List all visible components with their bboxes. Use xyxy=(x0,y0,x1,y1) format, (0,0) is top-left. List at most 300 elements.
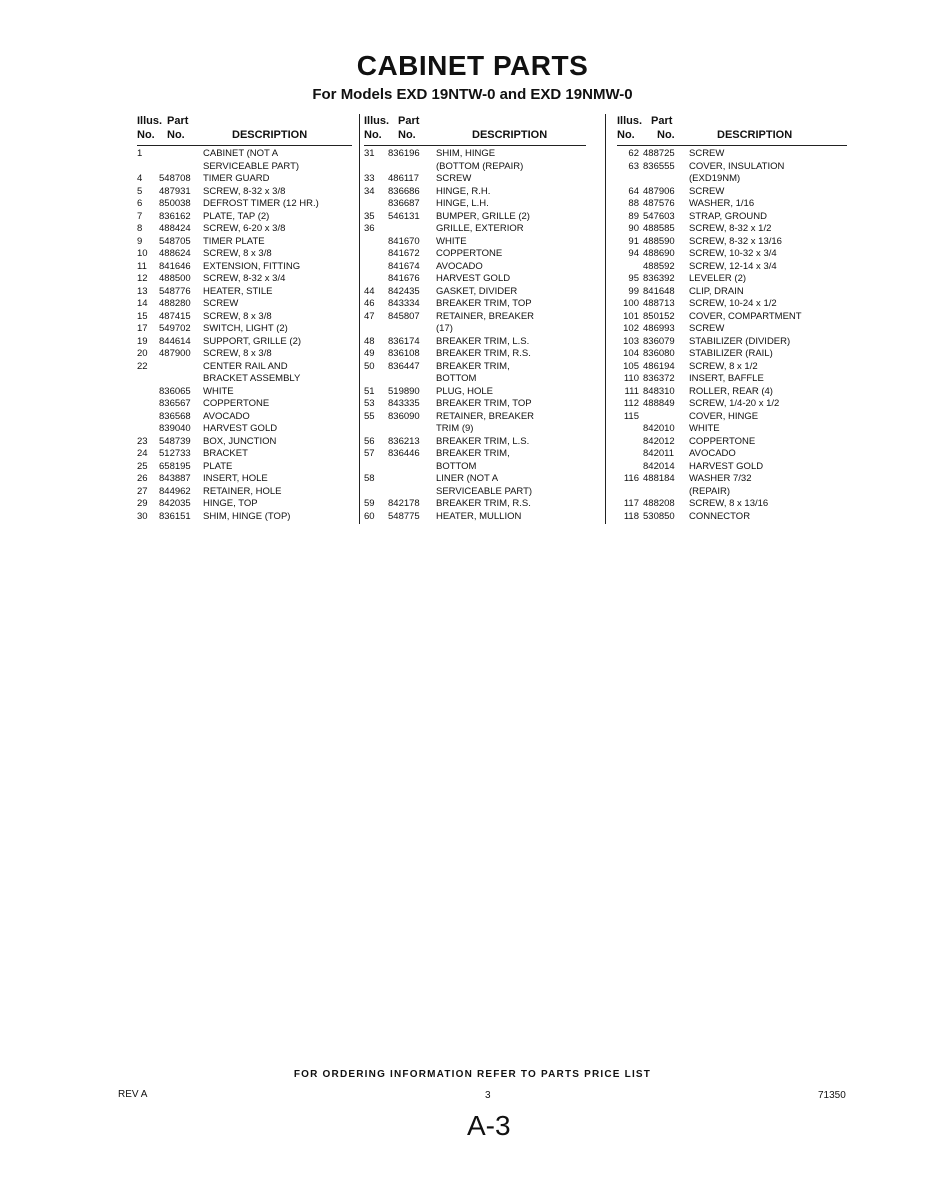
part-description: SERVICEABLE PART) xyxy=(203,160,300,172)
illus-number: 51 xyxy=(364,385,375,397)
page-subtitle: For Models EXD 19NTW-0 and EXD 19NMW-0 xyxy=(312,86,633,103)
part-number xyxy=(388,223,436,236)
illus-number: 50 xyxy=(364,360,375,372)
parts-row xyxy=(364,323,586,336)
header-description: DESCRIPTION xyxy=(472,129,548,141)
part-number xyxy=(159,373,203,386)
part-number xyxy=(388,161,436,174)
document-number: 71350 xyxy=(818,1090,846,1101)
parts-row xyxy=(137,423,352,436)
part-number: 836151 xyxy=(159,510,191,522)
part-description: SCREW, 10-24 x 1/2 xyxy=(689,298,777,309)
illus-number: 116 xyxy=(623,473,639,484)
parts-row xyxy=(617,336,847,349)
part-number: 841672 xyxy=(388,248,420,259)
part-description: SCREW, 1/4-20 x 1/2 xyxy=(689,398,780,409)
illus-number: 30 xyxy=(137,510,148,522)
parts-row xyxy=(364,336,586,349)
part-description: LINER (NOT A xyxy=(436,473,499,484)
part-description: PLATE, TAP (2) xyxy=(203,210,270,222)
illus-number xyxy=(364,236,388,249)
parts-row xyxy=(137,386,352,399)
header-illus: Illus. xyxy=(137,115,163,127)
page-title: CABINET PARTS xyxy=(356,50,589,81)
part-description: COPPERTONE xyxy=(436,248,503,259)
part-number: 519890 xyxy=(388,385,420,397)
part-number: 546131 xyxy=(388,210,420,222)
parts-row xyxy=(137,286,352,299)
illus-number: 62 xyxy=(628,148,639,159)
part-number: 548708 xyxy=(159,173,191,184)
part-description: SCREW, 8-32 x 1/2 xyxy=(689,223,772,234)
part-number: 843887 xyxy=(159,473,191,484)
part-number: 488713 xyxy=(643,298,675,309)
parts-row xyxy=(137,498,352,511)
part-number: 839040 xyxy=(159,423,191,434)
part-description: HEATER, STILE xyxy=(203,285,273,297)
part-description: SCREW xyxy=(689,185,725,197)
header-illus: Illus. xyxy=(617,115,643,127)
part-description: HEATER, MULLION xyxy=(436,510,522,522)
parts-row xyxy=(617,398,847,411)
part-number: 843335 xyxy=(388,398,420,409)
parts-row xyxy=(617,173,847,186)
header-no: No. xyxy=(167,129,185,141)
part-number xyxy=(159,148,203,161)
part-number: 844614 xyxy=(159,335,191,347)
parts-row xyxy=(137,373,352,386)
header-description: DESCRIPTION xyxy=(717,129,793,141)
parts-row xyxy=(364,511,586,524)
illus-number: 118 xyxy=(623,510,639,522)
illus-number xyxy=(617,261,643,274)
illus-number xyxy=(364,248,388,261)
illus-number: 100 xyxy=(623,298,639,309)
part-number xyxy=(388,423,436,436)
part-number: 488849 xyxy=(643,398,675,409)
illus-number: 95 xyxy=(628,273,639,284)
part-number: 836196 xyxy=(388,148,420,159)
part-description: COPPERTONE xyxy=(689,435,756,447)
part-description: SCREW, 8-32 x 3/4 xyxy=(203,273,286,284)
part-number: 836080 xyxy=(643,348,675,359)
illus-number: 19 xyxy=(137,335,148,347)
part-number: 488424 xyxy=(159,223,191,234)
illus-number: 7 xyxy=(137,210,143,222)
part-number xyxy=(388,486,436,499)
ordering-info-footer: FOR ORDERING INFORMATION REFER TO PARTS PRICE LIST xyxy=(293,1069,652,1080)
part-number: 836162 xyxy=(159,210,191,222)
illus-number: 105 xyxy=(623,360,639,372)
parts-row xyxy=(137,161,352,174)
part-description: COVER, HINGE xyxy=(689,410,759,422)
illus-number xyxy=(364,273,388,286)
part-number: 836686 xyxy=(388,185,420,197)
parts-column-2 xyxy=(364,115,586,523)
part-description: AVOCADO xyxy=(689,448,736,459)
header-no: No. xyxy=(398,129,416,141)
part-number: 842435 xyxy=(388,285,420,297)
illus-number: 11 xyxy=(137,260,147,272)
illus-number: 60 xyxy=(364,510,375,522)
parts-row xyxy=(364,248,586,261)
part-description: BREAKER TRIM, R.S. xyxy=(436,498,531,509)
part-number: 488280 xyxy=(159,298,191,309)
illus-number: 112 xyxy=(623,398,639,409)
parts-row xyxy=(364,423,586,436)
illus-number: 94 xyxy=(628,248,639,259)
part-description: WHITE xyxy=(203,385,234,397)
parts-row xyxy=(364,411,586,424)
parts-row xyxy=(364,398,586,411)
illus-number: 5 xyxy=(137,185,143,197)
part-description: BOTTOM xyxy=(436,460,477,472)
part-description: BREAKER TRIM, L.S. xyxy=(436,335,530,347)
illus-number: 1 xyxy=(137,148,143,159)
part-number: 842178 xyxy=(388,498,420,509)
column-divider xyxy=(359,114,360,524)
parts-row xyxy=(137,448,352,461)
sheet-label: A-3 xyxy=(467,1110,511,1141)
parts-row xyxy=(617,223,847,236)
parts-row xyxy=(137,173,352,186)
part-description: HARVEST GOLD xyxy=(203,423,278,434)
part-description: RETAINER, HOLE xyxy=(203,485,282,497)
part-number xyxy=(388,461,436,474)
part-description: SCREW, 8-32 x 3/8 xyxy=(203,185,286,197)
parts-row xyxy=(617,236,847,249)
illus-number xyxy=(617,173,643,186)
parts-column-1 xyxy=(137,115,352,523)
illus-number: 90 xyxy=(628,223,639,234)
parts-row xyxy=(364,311,586,324)
part-description: SERVICEABLE PART) xyxy=(436,485,533,497)
part-description: PLATE xyxy=(203,460,233,472)
part-number: 836392 xyxy=(643,273,675,284)
illus-number: 99 xyxy=(628,285,639,297)
part-number: 836213 xyxy=(388,435,420,447)
illus-number: 26 xyxy=(137,473,148,484)
part-number: 842014 xyxy=(643,460,675,472)
illus-number: 8 xyxy=(137,223,143,234)
part-number: 836079 xyxy=(643,335,675,347)
header-rule xyxy=(137,145,352,146)
illus-number xyxy=(137,373,159,386)
parts-row xyxy=(617,486,847,499)
part-description: LEVELER (2) xyxy=(689,273,747,284)
part-number: 842035 xyxy=(159,498,191,509)
column-header xyxy=(617,115,847,145)
part-description: SCREW, 8 x 3/8 xyxy=(203,310,272,322)
parts-row xyxy=(364,298,586,311)
part-number: 486993 xyxy=(643,323,675,334)
illus-number xyxy=(137,386,159,399)
illus-number: 49 xyxy=(364,348,375,359)
parts-row xyxy=(617,423,847,436)
part-number: 487576 xyxy=(643,198,675,209)
part-description: BUMPER, GRILLE (2) xyxy=(436,210,530,222)
part-number: 488725 xyxy=(643,148,675,159)
part-number xyxy=(388,373,436,386)
part-number xyxy=(643,173,689,186)
parts-row xyxy=(617,148,847,161)
illus-number xyxy=(137,161,159,174)
illus-number xyxy=(364,261,388,274)
part-description: RETAINER, BREAKER xyxy=(436,310,535,322)
parts-row xyxy=(137,236,352,249)
part-description: HINGE, TOP xyxy=(203,498,258,509)
header-illus: Illus. xyxy=(364,115,390,127)
part-number: 512733 xyxy=(159,448,191,459)
parts-column-3 xyxy=(617,115,847,523)
part-description: BREAKER TRIM, TOP xyxy=(436,398,532,409)
header-part: Part xyxy=(651,115,673,127)
part-number: 836555 xyxy=(643,160,675,172)
parts-row xyxy=(364,286,586,299)
illus-number: 36 xyxy=(364,223,375,234)
part-number: 488208 xyxy=(643,498,675,509)
illus-number xyxy=(364,373,388,386)
part-description: INSERT, HOLE xyxy=(203,473,268,484)
parts-list xyxy=(617,148,847,523)
parts-row xyxy=(617,261,847,274)
illus-number: 20 xyxy=(137,348,148,359)
part-number: 486194 xyxy=(643,360,675,372)
part-number: 486117 xyxy=(388,173,419,184)
illus-number: 23 xyxy=(137,435,148,447)
parts-row xyxy=(617,373,847,386)
part-description: HARVEST GOLD xyxy=(436,273,511,284)
part-description: HARVEST GOLD xyxy=(689,460,764,472)
part-number: 547603 xyxy=(643,210,675,222)
illus-number: 46 xyxy=(364,298,375,309)
part-description: SHIM, HINGE (TOP) xyxy=(203,510,291,522)
parts-row xyxy=(137,211,352,224)
illus-number: 17 xyxy=(137,323,148,334)
illus-number xyxy=(137,398,159,411)
part-number: 842012 xyxy=(643,435,675,447)
part-number: 658195 xyxy=(159,460,191,472)
part-description: DEFROST TIMER (12 HR.) xyxy=(203,198,319,209)
part-description: AVOCADO xyxy=(436,260,483,272)
parts-row xyxy=(137,461,352,474)
column-header xyxy=(364,115,586,145)
part-description: SCREW, 8 x 1/2 xyxy=(689,360,758,372)
part-number: 549702 xyxy=(159,323,191,334)
part-number: 487900 xyxy=(159,348,191,359)
parts-row xyxy=(617,286,847,299)
part-number xyxy=(159,361,203,374)
part-description: CLIP, DRAIN xyxy=(689,285,744,297)
part-description: TIMER GUARD xyxy=(203,173,270,184)
header-part: Part xyxy=(167,115,189,127)
part-number xyxy=(388,473,436,486)
illus-number: 4 xyxy=(137,173,143,184)
part-description: RETAINER, BREAKER xyxy=(436,410,535,422)
part-number: 488184 xyxy=(643,473,675,484)
parts-row xyxy=(137,473,352,486)
header-no: No. xyxy=(364,129,382,141)
part-description: ROLLER, REAR (4) xyxy=(689,385,773,397)
parts-row xyxy=(364,473,586,486)
illus-number: 9 xyxy=(137,235,143,247)
illus-number: 101 xyxy=(623,310,639,322)
part-number: 548705 xyxy=(159,235,191,247)
illus-number xyxy=(364,161,388,174)
parts-row xyxy=(617,436,847,449)
part-number: 488585 xyxy=(643,223,675,234)
part-description: STABILIZER (DIVIDER) xyxy=(689,335,791,347)
part-description: SCREW, 6-20 x 3/8 xyxy=(203,223,286,234)
part-number: 841674 xyxy=(388,260,420,272)
header-rule xyxy=(617,145,847,146)
part-number: 548775 xyxy=(388,510,420,522)
part-number xyxy=(388,323,436,336)
part-description: WHITE xyxy=(436,235,467,247)
part-number: 836446 xyxy=(388,448,420,459)
parts-row xyxy=(137,323,352,336)
part-description: TRIM (9) xyxy=(436,423,474,434)
header-description: DESCRIPTION xyxy=(232,129,308,141)
parts-row xyxy=(364,236,586,249)
illus-number: 34 xyxy=(364,185,375,197)
parts-row xyxy=(617,473,847,486)
part-description: BREAKER TRIM, xyxy=(436,360,510,372)
illus-number xyxy=(617,423,643,436)
illus-number xyxy=(364,198,388,211)
part-description: WHITE xyxy=(689,423,720,434)
illus-number xyxy=(137,423,159,436)
illus-number: 29 xyxy=(137,498,148,509)
part-number: 836568 xyxy=(159,410,191,422)
part-description: HINGE, R.H. xyxy=(436,185,491,197)
parts-row xyxy=(364,436,586,449)
part-description: BREAKER TRIM, L.S. xyxy=(436,435,530,447)
part-number: 841670 xyxy=(388,235,420,247)
parts-row xyxy=(137,511,352,524)
part-description: SCREW, 8 x 3/8 xyxy=(203,248,272,259)
parts-row xyxy=(137,298,352,311)
part-description: SCREW, 8-32 x 13/16 xyxy=(689,235,782,247)
illus-number: 24 xyxy=(137,448,148,459)
illus-number: 44 xyxy=(364,285,375,297)
parts-row xyxy=(617,386,847,399)
parts-row xyxy=(137,361,352,374)
illus-number xyxy=(617,461,643,474)
parts-row xyxy=(364,361,586,374)
part-description: HINGE, L.H. xyxy=(436,198,489,209)
parts-row xyxy=(364,186,586,199)
parts-row xyxy=(617,248,847,261)
part-description: BOTTOM xyxy=(436,373,477,384)
illus-number xyxy=(617,486,643,499)
part-number: 487931 xyxy=(159,185,191,197)
part-number: 548776 xyxy=(159,285,191,297)
part-description: BOX, JUNCTION xyxy=(203,435,277,447)
illus-number: 111 xyxy=(624,385,639,397)
part-number: 488592 xyxy=(643,260,675,272)
illus-number: 47 xyxy=(364,310,375,322)
part-description: COVER, INSULATION xyxy=(689,160,785,172)
parts-row xyxy=(137,436,352,449)
parts-row xyxy=(617,198,847,211)
parts-row xyxy=(617,411,847,424)
part-description: BREAKER TRIM, xyxy=(436,448,510,459)
part-description: (REPAIR) xyxy=(689,485,730,497)
parts-row xyxy=(364,273,586,286)
part-number: 842010 xyxy=(643,423,675,434)
part-description: STRAP, GROUND xyxy=(689,210,767,222)
parts-row xyxy=(364,161,586,174)
part-description: WASHER 7/32 xyxy=(689,473,752,484)
part-description: CABINET (NOT A xyxy=(203,148,279,159)
illus-number: 31 xyxy=(364,148,375,159)
part-number: 848310 xyxy=(643,385,675,397)
part-description: SCREW, 10-32 x 3/4 xyxy=(689,248,777,259)
illus-number: 12 xyxy=(137,273,148,284)
illus-number: 59 xyxy=(364,498,375,509)
parts-row xyxy=(364,461,586,474)
part-number: 836065 xyxy=(159,385,191,397)
parts-row xyxy=(364,223,586,236)
illus-number: 89 xyxy=(628,210,639,222)
illus-number: 6 xyxy=(137,198,143,209)
illus-number: 27 xyxy=(137,485,148,497)
part-description: SUPPORT, GRILLE (2) xyxy=(203,335,302,347)
parts-row xyxy=(137,273,352,286)
parts-row xyxy=(617,311,847,324)
part-number xyxy=(643,411,689,424)
illus-number: 88 xyxy=(628,198,639,209)
part-description: (EXD19NM) xyxy=(689,173,741,184)
part-description: SCREW xyxy=(689,323,725,334)
illus-number xyxy=(617,448,643,461)
parts-row xyxy=(617,323,847,336)
part-number: 836447 xyxy=(388,360,420,372)
parts-row xyxy=(617,448,847,461)
illus-number: 22 xyxy=(137,360,148,372)
parts-row xyxy=(364,348,586,361)
part-description: COVER, COMPARTMENT xyxy=(689,310,802,322)
illus-number: 64 xyxy=(628,185,639,197)
illus-number: 103 xyxy=(623,335,639,347)
illus-number: 102 xyxy=(623,323,639,334)
parts-list xyxy=(137,148,352,523)
part-description: COPPERTONE xyxy=(203,398,270,409)
header-part: Part xyxy=(398,115,420,127)
parts-row xyxy=(364,261,586,274)
illus-number: 104 xyxy=(623,348,639,359)
part-description: CONNECTOR xyxy=(689,510,751,522)
illus-number: 56 xyxy=(364,435,375,447)
illus-number: 91 xyxy=(628,235,639,247)
part-description: SCREW xyxy=(689,148,725,159)
part-description: WASHER, 1/16 xyxy=(689,198,755,209)
illus-number xyxy=(137,411,159,424)
illus-number xyxy=(364,486,388,499)
part-number: 488690 xyxy=(643,248,675,259)
part-description: TIMER PLATE xyxy=(203,235,265,247)
illus-number: 48 xyxy=(364,335,375,347)
part-number: 843334 xyxy=(388,298,420,309)
illus-number: 53 xyxy=(364,398,375,409)
part-description: INSERT, BAFFLE xyxy=(689,373,764,384)
illus-number: 33 xyxy=(364,173,375,184)
header-no: No. xyxy=(137,129,155,141)
parts-row xyxy=(137,248,352,261)
parts-row xyxy=(617,348,847,361)
part-number: 488624 xyxy=(159,248,191,259)
